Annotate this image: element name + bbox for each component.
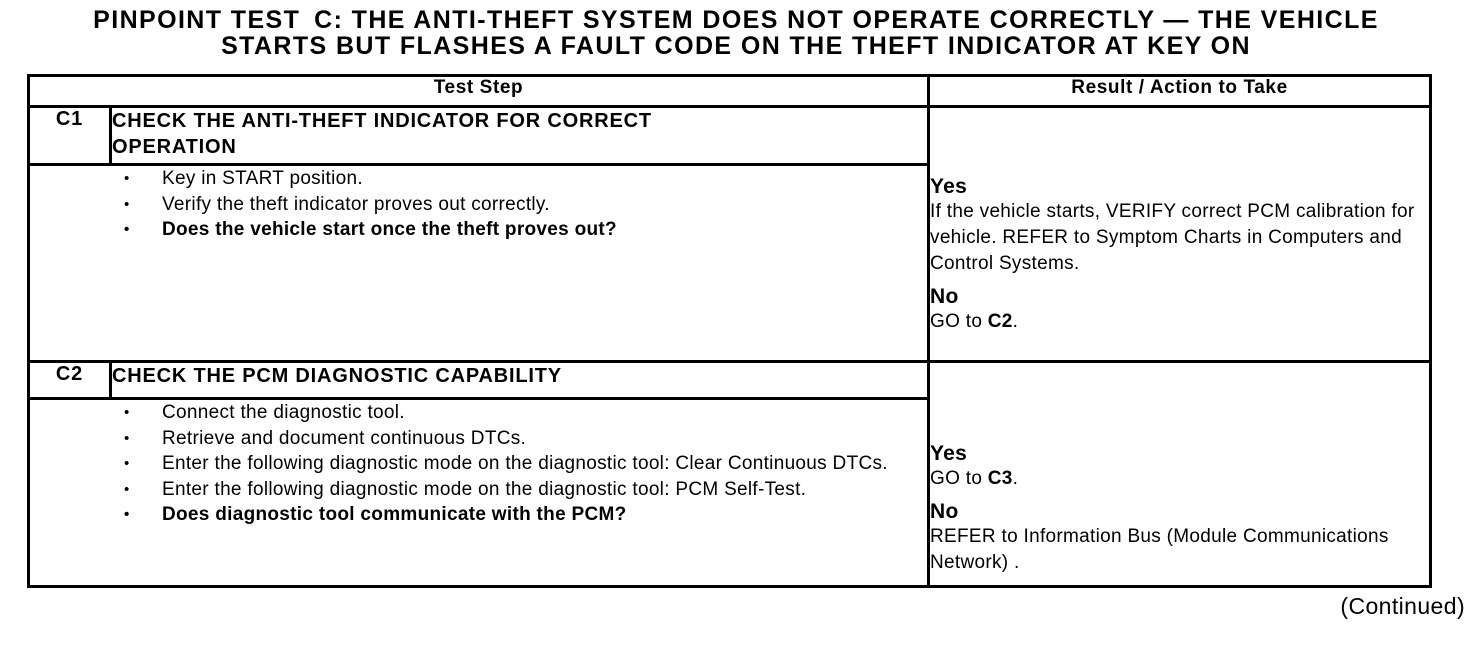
step-title-text: CHECK THE PCM DIAGNOSTIC CAPABILITY bbox=[112, 365, 562, 387]
bullet-icon: • bbox=[124, 506, 130, 523]
no-action: REFER to Information Bus (Module Communications Network) . bbox=[930, 526, 1389, 573]
step-text: Enter the following diagnostic mode on the diagnostic tool: Clear Continuous DTCs. bbox=[162, 453, 888, 474]
table-row bbox=[29, 107, 1431, 165]
page-title-line-2: STARTS BUT FLASHES A FAULT CODE ON THE THEFT INDICATOR AT KEY ON bbox=[221, 32, 1251, 60]
step-list-c2 bbox=[30, 400, 927, 528]
bullet-icon: • bbox=[124, 455, 130, 472]
bullet-icon: • bbox=[124, 480, 130, 498]
no-label: No bbox=[930, 285, 959, 308]
list-item bbox=[124, 166, 927, 192]
bullet-icon: • bbox=[124, 429, 130, 447]
no-action bbox=[930, 309, 1429, 335]
table-header-row bbox=[29, 76, 1431, 107]
step-id-c2: C2 bbox=[29, 362, 111, 399]
bullet-icon: • bbox=[124, 170, 130, 187]
steps-cell-c1 bbox=[29, 165, 929, 362]
step-title-c2 bbox=[111, 362, 929, 399]
step-text: Connect the diagnostic tool. bbox=[162, 402, 405, 423]
yes-action-suffix: . bbox=[1012, 468, 1019, 489]
result-cell-c1 bbox=[929, 107, 1431, 362]
table-row bbox=[29, 362, 1431, 399]
page-title-line-1: PINPOINT TEST C: THE ANTI-THEFT SYSTEM DOES NOT OPERATE CORRECTLY — THE VEHICLE bbox=[93, 6, 1379, 34]
steps-cell-c2 bbox=[29, 399, 929, 587]
list-item bbox=[124, 192, 927, 218]
yes-action-prefix: GO to bbox=[930, 468, 988, 489]
page-title bbox=[0, 7, 1472, 59]
bullet-icon: • bbox=[124, 195, 130, 213]
column-header-result-action: Result / Action to Take bbox=[929, 76, 1431, 107]
continued-note: (Continued) bbox=[1340, 593, 1465, 619]
step-question-text: Does the vehicle start once the theft proves out? bbox=[162, 219, 617, 240]
yes-action bbox=[930, 466, 1429, 492]
yes-action-target-step: C3 bbox=[987, 468, 1013, 489]
result-cell-c2 bbox=[929, 362, 1431, 587]
no-label: No bbox=[930, 500, 959, 523]
column-header-test-step: Test Step bbox=[29, 76, 929, 107]
yes-label: Yes bbox=[930, 442, 968, 465]
list-item bbox=[124, 502, 927, 528]
bullet-icon: • bbox=[124, 404, 130, 421]
list-item bbox=[124, 400, 927, 426]
no-action-suffix: . bbox=[1012, 311, 1019, 332]
bullet-icon: • bbox=[124, 221, 130, 238]
step-id-c1: C1 bbox=[29, 107, 111, 165]
list-item bbox=[124, 426, 927, 452]
pinpoint-test-table bbox=[27, 74, 1432, 588]
step-question-text: Does diagnostic tool communicate with the PCM? bbox=[162, 504, 627, 525]
yes-label: Yes bbox=[930, 175, 968, 198]
yes-action: If the vehicle starts, VERIFY correct PCM calibration for vehicle. REFER to Symptom Charts in Computers and Control Systems. bbox=[930, 201, 1415, 274]
no-action-target-step: C2 bbox=[987, 311, 1013, 332]
step-text: Enter the following diagnostic mode on the diagnostic tool: PCM Self-Test. bbox=[162, 478, 807, 500]
list-item bbox=[124, 217, 927, 243]
step-text: Key in START position. bbox=[162, 168, 363, 189]
step-list-c1 bbox=[30, 166, 927, 243]
step-title-text: CHECK THE ANTI-THEFT INDICATOR FOR CORRECT OPERATION bbox=[112, 110, 652, 158]
step-text: Retrieve and document continuous DTCs. bbox=[162, 427, 527, 449]
step-title-c1 bbox=[111, 107, 929, 165]
list-item bbox=[124, 477, 927, 503]
list-item bbox=[124, 451, 927, 477]
no-action-prefix: GO to bbox=[930, 311, 988, 332]
step-text: Verify the theft indicator proves out correctly. bbox=[162, 193, 550, 215]
